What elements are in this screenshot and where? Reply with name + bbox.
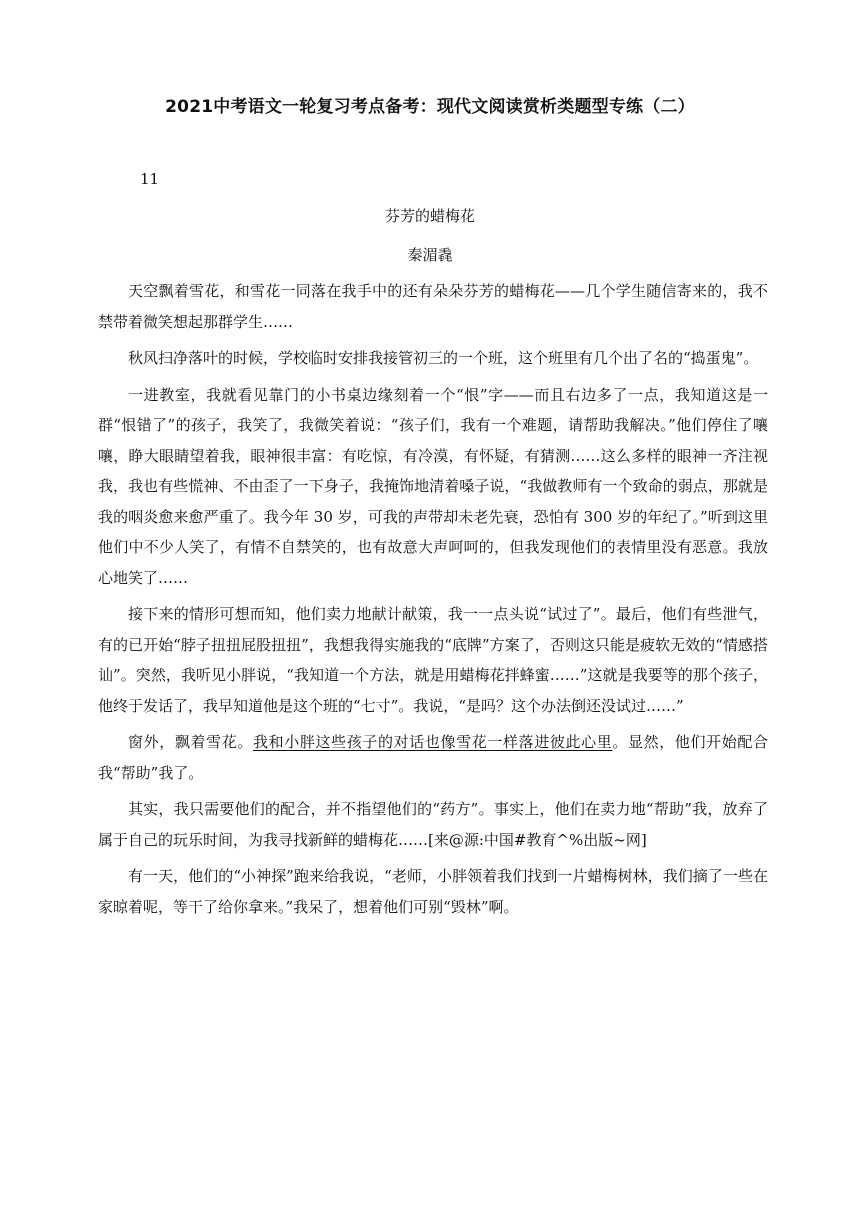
underlined-sentence: 我和小胖这些孩子的对话也像雪花一样落进彼此心里 <box>253 733 613 751</box>
document-title: 2021中考语文一轮复习考点备考：现代文阅读赏析类题型专练（二） <box>165 97 695 117</box>
paragraph-6: 其实，我只需要他们的配合，并不指望他们的“药方”。事实上，他们在卖力地“帮助”我，放弃了属于自己的玩乐时间，为我寻找新鲜的蜡梅花……[来@源:中国#教育^%出版~网] <box>98 800 768 849</box>
paragraph-4: 接下来的情形可想而知，他们卖力地献计献策，我一一点头说“试过了”。最后，他们有些泄气，有的已开始“脖子扭扭屁股扭扭”，我想我得实施我的“底牌”方案了，否则这只能是疲软无效的“情感搭讪”。突然，我听见小胖说，“我知道一个方法，就是用蜡梅花拌蜂蜜……”这就是我要等的那个孩子，他终于发话了，我早知道他是这个班的“七寸”。我说，“是吗？这个办法倒还没试过……” <box>98 605 768 715</box>
question-number: 11 <box>140 170 160 188</box>
paragraph-5 <box>98 727 768 788</box>
article-body <box>98 276 768 928</box>
paragraph-2: 秋风扫净落叶的时候，学校临时安排我接管初三的一个班，这个班里有几个出了名的“捣蛋鬼”。 <box>128 349 759 367</box>
paragraph-5-text-start: 窗外，飘着雪花。 <box>128 733 253 751</box>
paragraph-7: 有一天，他们的“小神探”跑来给我说，“老师，小胖领着我们找到一片蜡梅树林，我们摘了一些在家晾着呢，等干了给你拿来。”我呆了，想着他们可别“毁林”啊。 <box>98 867 768 916</box>
paragraph-5-text-end: 。显然，他们开始配合我“帮助”我了。 <box>98 733 768 782</box>
paragraph-3: 一进教室，我就看见靠门的小书桌边缘刻着一个“恨”字——而且右边多了一点，我知道这是一群“恨错了”的孩子，我笑了，我微笑着说：“孩子们，我有一个难题，请帮助我解决。”他们停住了嚷嚷，睁大眼睛望着我，眼神很丰富：有吃惊，有冷漠，有怀疑，有猜测……这么多样的眼神一齐注视我，我也有些慌神、不由歪了一下身子，我掩饰地清着嗓子说，“我做教师有一个致命的弱点，那就是我的咽炎愈来愈严重了。我今年 30 岁，可我的声带却未老先衰，恐怕有 300 岁的年纪了。”听到这里他们中不少人笑了，有情不自禁笑的，也有故意大声呵呵的，但我发现他们的表情里没有恶意。我放心地笑了…… <box>98 385 768 587</box>
paragraph-1: 天空飘着雪花，和雪花一同落在我手中的还有朵朵芬芳的蜡梅花——几个学生随信寄来的，我不禁带着微笑想起那群学生…… <box>98 282 768 331</box>
article-title: 芬芳的蜡梅花 <box>384 207 475 225</box>
article-author: 秦湄毳 <box>407 246 453 264</box>
